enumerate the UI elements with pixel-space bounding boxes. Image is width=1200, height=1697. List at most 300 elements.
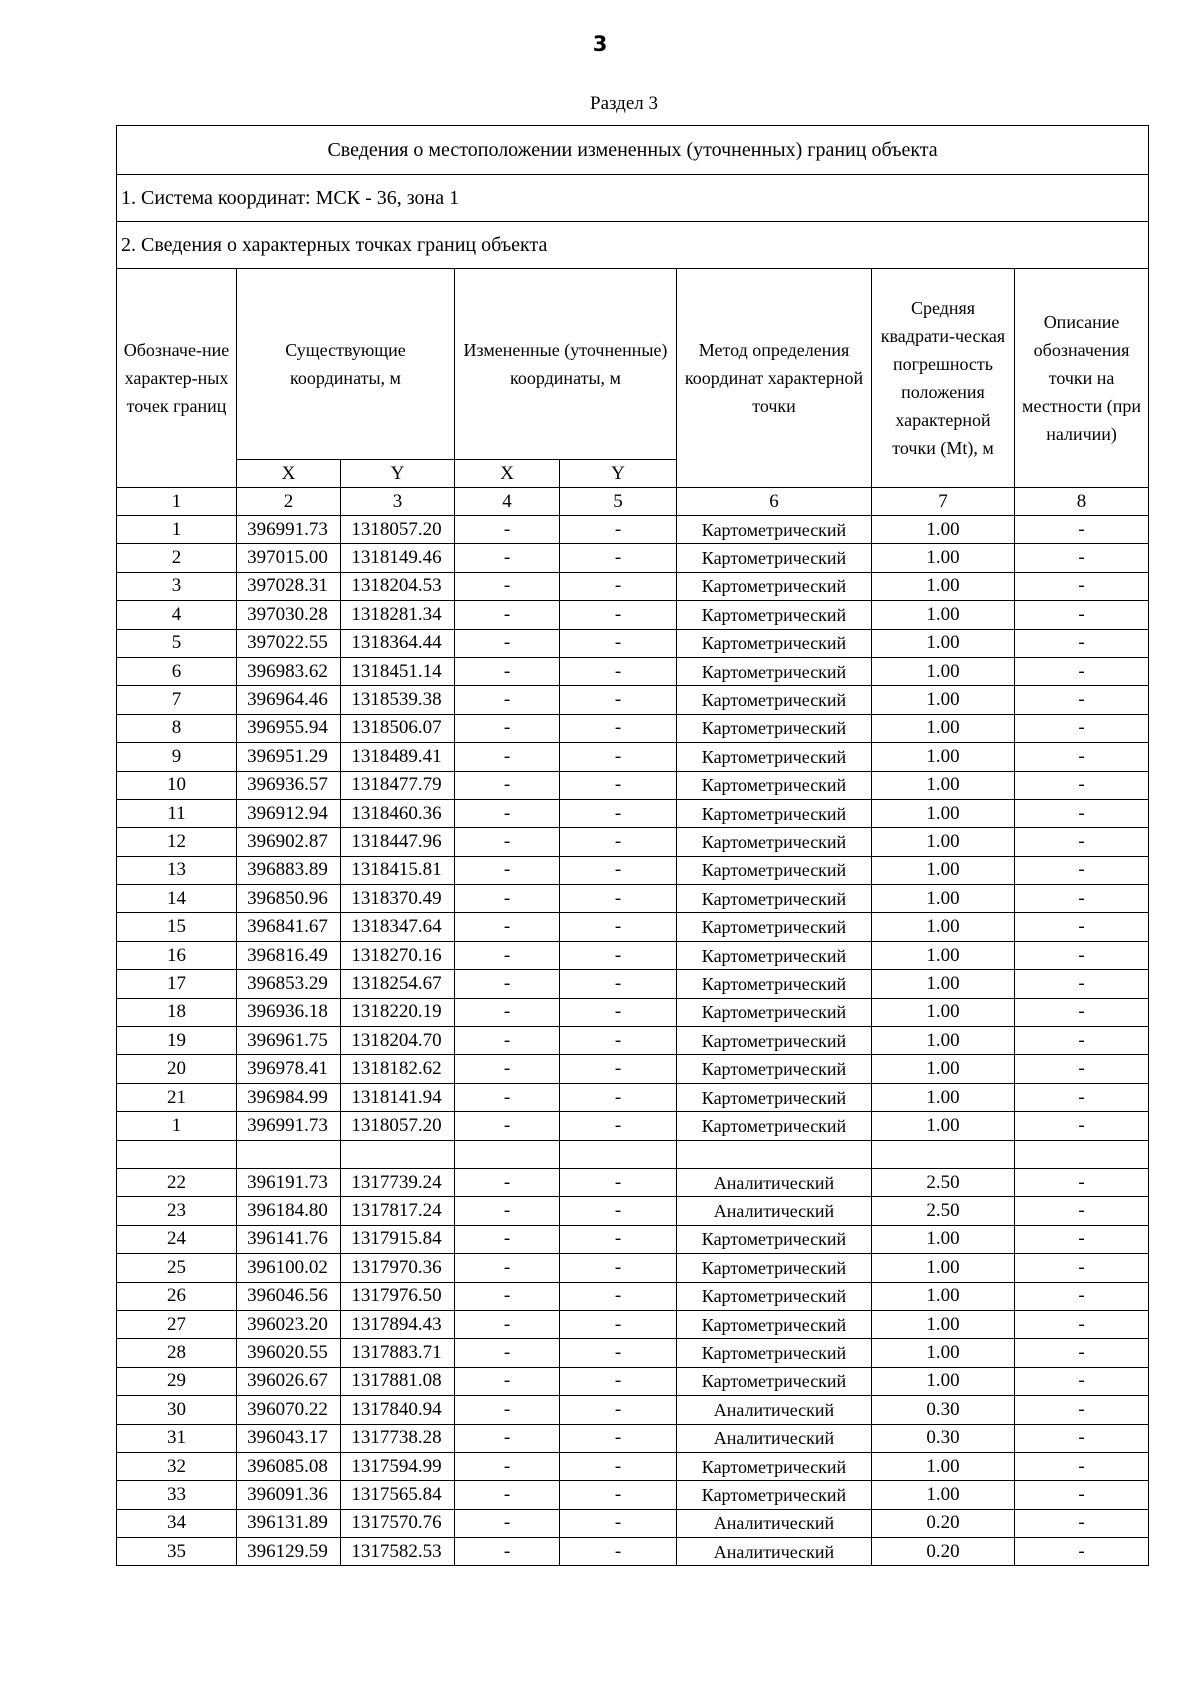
table-row (117, 629, 1149, 657)
cell-changed-y: - (560, 572, 677, 600)
table-body (117, 516, 1149, 1566)
cell-changed-x: - (455, 885, 560, 913)
cell-existing-x: 396026.67 (237, 1367, 341, 1395)
table-row (117, 1282, 1149, 1310)
table-row (117, 544, 1149, 572)
cell-description: - (1015, 657, 1149, 685)
cell-existing-x: 396184.80 (237, 1197, 341, 1225)
cell-description: - (1015, 1509, 1149, 1537)
cell-description: - (1015, 572, 1149, 600)
cell-existing-x (237, 1140, 341, 1168)
cell-method: Картометрический (677, 544, 872, 572)
cell-description: - (1015, 913, 1149, 941)
table-row (117, 1083, 1149, 1111)
cell-method: Картометрический (677, 1282, 872, 1310)
cell-existing-y: 1317570.76 (341, 1509, 455, 1537)
cell-error: 1.00 (872, 885, 1015, 913)
cell-changed-x: - (455, 799, 560, 827)
cell-point: 16 (117, 941, 237, 969)
cell-point: 9 (117, 743, 237, 771)
cell-existing-x: 396841.67 (237, 913, 341, 941)
table-row (117, 1027, 1149, 1055)
cell-error: 1.00 (872, 1027, 1015, 1055)
cell-point: 27 (117, 1310, 237, 1338)
cell-existing-x: 397015.00 (237, 544, 341, 572)
cell-changed-x: - (455, 657, 560, 685)
table-row (117, 572, 1149, 600)
cell-existing-y: 1318270.16 (341, 941, 455, 969)
column-number: 5 (560, 488, 677, 516)
cell-existing-x: 396964.46 (237, 686, 341, 714)
cell-error: 1.00 (872, 601, 1015, 629)
cell-error: 1.00 (872, 686, 1015, 714)
table-row (117, 771, 1149, 799)
cell-changed-y: - (560, 1538, 677, 1566)
cell-point: 18 (117, 998, 237, 1026)
table-row (117, 1452, 1149, 1480)
column-numbers (117, 488, 1149, 516)
table-row (117, 1168, 1149, 1196)
table-row (117, 856, 1149, 884)
cell-error: 0.20 (872, 1509, 1015, 1537)
cell-description: - (1015, 1481, 1149, 1509)
cell-changed-x: - (455, 771, 560, 799)
table-row (117, 1225, 1149, 1253)
cell-point: 32 (117, 1452, 237, 1480)
table-row (117, 1310, 1149, 1338)
cell-description: - (1015, 714, 1149, 742)
cell-existing-y: 1317594.99 (341, 1452, 455, 1480)
cell-existing-x: 396046.56 (237, 1282, 341, 1310)
cell-changed-y: - (560, 771, 677, 799)
cell-method: Картометрический (677, 1310, 872, 1338)
cell-error: 1.00 (872, 1282, 1015, 1310)
cell-changed-x: - (455, 1538, 560, 1566)
cell-changed-y: - (560, 1452, 677, 1480)
cell-changed-y: - (560, 657, 677, 685)
cell-existing-y: 1318057.20 (341, 516, 455, 544)
cell-existing-y: 1318204.53 (341, 572, 455, 600)
table-row (117, 799, 1149, 827)
cell-changed-y: - (560, 828, 677, 856)
cell-changed-y (560, 1140, 677, 1168)
cell-method: Картометрический (677, 998, 872, 1026)
cell-method: Аналитический (677, 1538, 872, 1566)
cell-point: 33 (117, 1481, 237, 1509)
cell-changed-y: - (560, 686, 677, 714)
cell-method: Картометрический (677, 1112, 872, 1140)
cell-changed-x: - (455, 686, 560, 714)
cell-existing-x: 396978.41 (237, 1055, 341, 1083)
cell-method: Картометрический (677, 1254, 872, 1282)
cell-changed-y: - (560, 885, 677, 913)
table-row (117, 1367, 1149, 1395)
cell-method: Аналитический (677, 1168, 872, 1196)
header-existing-x: X (237, 460, 341, 488)
points-heading: 2. Сведения о характерных точках границ объекта (117, 222, 1149, 269)
cell-existing-y: 1318539.38 (341, 686, 455, 714)
cell-existing-x: 397030.28 (237, 601, 341, 629)
cell-changed-x: - (455, 998, 560, 1026)
table-row (117, 1509, 1149, 1537)
table-row (117, 913, 1149, 941)
cell-point: 26 (117, 1282, 237, 1310)
cell-point: 31 (117, 1424, 237, 1452)
header-error: Средняя квадрати-ческая погрешность положения характерной точки (Mt), м (872, 269, 1015, 488)
cell-error: 1.00 (872, 998, 1015, 1026)
cell-changed-x: - (455, 1424, 560, 1452)
cell-existing-y: 1318477.79 (341, 771, 455, 799)
cell-error: 0.30 (872, 1424, 1015, 1452)
cell-description: - (1015, 1225, 1149, 1253)
cell-changed-y: - (560, 1254, 677, 1282)
cell-changed-x: - (455, 516, 560, 544)
cell-existing-y: 1318460.36 (341, 799, 455, 827)
cell-existing-x: 396131.89 (237, 1509, 341, 1537)
cell-method: Картометрический (677, 828, 872, 856)
cell-point: 12 (117, 828, 237, 856)
cell-point: 11 (117, 799, 237, 827)
cell-changed-y: - (560, 544, 677, 572)
cell-point: 25 (117, 1254, 237, 1282)
boundary-points-table (116, 125, 1149, 1566)
table-row (117, 1055, 1149, 1083)
cell-method: Картометрический (677, 1452, 872, 1480)
cell-error: 1.00 (872, 856, 1015, 884)
column-number: 4 (455, 488, 560, 516)
cell-existing-y: 1317738.28 (341, 1424, 455, 1452)
cell-existing-x: 396936.18 (237, 998, 341, 1026)
table-row (117, 714, 1149, 742)
cell-error: 1.00 (872, 544, 1015, 572)
cell-existing-y: 1318364.44 (341, 629, 455, 657)
cell-existing-x: 396100.02 (237, 1254, 341, 1282)
cell-description: - (1015, 1310, 1149, 1338)
cell-existing-y: 1318141.94 (341, 1083, 455, 1111)
cell-existing-y: 1318489.41 (341, 743, 455, 771)
header-description: Описание обозначения точки на местности (при наличии) (1015, 269, 1149, 488)
cell-existing-y: 1317840.94 (341, 1396, 455, 1424)
column-number: 7 (872, 488, 1015, 516)
cell-method: Картометрический (677, 572, 872, 600)
cell-error: 1.00 (872, 1225, 1015, 1253)
cell-existing-y: 1318447.96 (341, 828, 455, 856)
cell-existing-x: 396883.89 (237, 856, 341, 884)
cell-existing-x: 396020.55 (237, 1339, 341, 1367)
cell-point: 14 (117, 885, 237, 913)
cell-error: 1.00 (872, 657, 1015, 685)
cell-method: Картометрический (677, 885, 872, 913)
cell-method: Аналитический (677, 1396, 872, 1424)
cell-changed-y: - (560, 856, 677, 884)
cell-changed-y: - (560, 998, 677, 1026)
cell-changed-x: - (455, 544, 560, 572)
page-number: 3 (592, 32, 608, 56)
cell-changed-x: - (455, 743, 560, 771)
header-existing-y: Y (341, 460, 455, 488)
cell-point: 5 (117, 629, 237, 657)
cell-point: 22 (117, 1168, 237, 1196)
cell-changed-y: - (560, 1282, 677, 1310)
cell-method: Аналитический (677, 1197, 872, 1225)
cell-point: 23 (117, 1197, 237, 1225)
cell-description: - (1015, 1168, 1149, 1196)
cell-existing-y: 1318220.19 (341, 998, 455, 1026)
table-row (117, 828, 1149, 856)
cell-error: 0.20 (872, 1538, 1015, 1566)
cell-existing-x: 396991.73 (237, 516, 341, 544)
cell-point: 20 (117, 1055, 237, 1083)
cell-method: Картометрический (677, 970, 872, 998)
cell-changed-x: - (455, 572, 560, 600)
cell-point: 13 (117, 856, 237, 884)
cell-point: 29 (117, 1367, 237, 1395)
cell-point: 1 (117, 1112, 237, 1140)
cell-changed-y: - (560, 1197, 677, 1225)
cell-method: Картометрический (677, 601, 872, 629)
cell-existing-y: 1317915.84 (341, 1225, 455, 1253)
cell-method: Картометрический (677, 1225, 872, 1253)
cell-existing-x: 396850.96 (237, 885, 341, 913)
cell-existing-y: 1317565.84 (341, 1481, 455, 1509)
cell-existing-x: 396129.59 (237, 1538, 341, 1566)
cell-existing-y: 1318415.81 (341, 856, 455, 884)
cell-error: 1.00 (872, 1254, 1015, 1282)
cell-description: - (1015, 601, 1149, 629)
cell-description: - (1015, 799, 1149, 827)
cell-changed-y: - (560, 516, 677, 544)
cell-existing-x: 396085.08 (237, 1452, 341, 1480)
cell-changed-x: - (455, 1509, 560, 1537)
cell-changed-x: - (455, 629, 560, 657)
cell-error: 1.00 (872, 828, 1015, 856)
cell-changed-x: - (455, 1225, 560, 1253)
cell-changed-x: - (455, 1055, 560, 1083)
cell-changed-x (455, 1140, 560, 1168)
cell-point: 8 (117, 714, 237, 742)
cell-changed-x: - (455, 856, 560, 884)
cell-description: - (1015, 1083, 1149, 1111)
table-row (117, 1339, 1149, 1367)
header-point-designation: Обозначе-ние характер-ных точек границ (117, 269, 237, 488)
cell-existing-x: 396991.73 (237, 1112, 341, 1140)
column-number: 8 (1015, 488, 1149, 516)
cell-changed-x: - (455, 941, 560, 969)
table-row (117, 1481, 1149, 1509)
cell-description: - (1015, 1452, 1149, 1480)
cell-method (677, 1140, 872, 1168)
cell-error: 1.00 (872, 1112, 1015, 1140)
table-row (117, 1538, 1149, 1566)
header-changed-coordinates: Измененные (уточненные) координаты, м (455, 269, 677, 460)
cell-changed-y: - (560, 1112, 677, 1140)
cell-existing-x: 396141.76 (237, 1225, 341, 1253)
table-row (117, 1140, 1149, 1168)
cell-point: 6 (117, 657, 237, 685)
cell-description: - (1015, 686, 1149, 714)
cell-existing-x: 396091.36 (237, 1481, 341, 1509)
cell-method: Картометрический (677, 1027, 872, 1055)
cell-point: 4 (117, 601, 237, 629)
cell-method: Картометрический (677, 516, 872, 544)
cell-existing-y: 1318370.49 (341, 885, 455, 913)
cell-changed-x: - (455, 913, 560, 941)
cell-changed-x: - (455, 1481, 560, 1509)
cell-existing-y: 1318182.62 (341, 1055, 455, 1083)
table-row (117, 970, 1149, 998)
cell-description: - (1015, 1055, 1149, 1083)
cell-existing-y: 1317817.24 (341, 1197, 455, 1225)
cell-changed-y: - (560, 799, 677, 827)
cell-existing-x: 396043.17 (237, 1424, 341, 1452)
cell-existing-y: 1318254.67 (341, 970, 455, 998)
cell-existing-x: 396983.62 (237, 657, 341, 685)
cell-method: Картометрический (677, 629, 872, 657)
cell-existing-x: 396023.20 (237, 1310, 341, 1338)
column-number: 3 (341, 488, 455, 516)
cell-error: 1.00 (872, 572, 1015, 600)
table-row (117, 516, 1149, 544)
cell-existing-x: 396961.75 (237, 1027, 341, 1055)
cell-changed-y: - (560, 714, 677, 742)
cell-existing-x: 396816.49 (237, 941, 341, 969)
cell-point: 28 (117, 1339, 237, 1367)
cell-method: Картометрический (677, 1481, 872, 1509)
table-row (117, 601, 1149, 629)
cell-changed-y: - (560, 1509, 677, 1537)
cell-error: 1.00 (872, 799, 1015, 827)
cell-existing-y: 1318149.46 (341, 544, 455, 572)
cell-error: 2.50 (872, 1197, 1015, 1225)
cell-existing-y: 1317970.36 (341, 1254, 455, 1282)
cell-description: - (1015, 998, 1149, 1026)
cell-method: Картометрический (677, 657, 872, 685)
section-label: Раздел 3 (590, 93, 658, 114)
table-title: Сведения о местоположении измененных (уточненных) границ объекта (117, 126, 1149, 175)
cell-changed-y: - (560, 1367, 677, 1395)
cell-point: 2 (117, 544, 237, 572)
cell-error: 0.30 (872, 1396, 1015, 1424)
cell-changed-x: - (455, 970, 560, 998)
cell-error (872, 1140, 1015, 1168)
cell-changed-y: - (560, 1083, 677, 1111)
cell-method: Картометрический (677, 686, 872, 714)
cell-point: 19 (117, 1027, 237, 1055)
cell-error: 1.00 (872, 743, 1015, 771)
cell-changed-x: - (455, 1112, 560, 1140)
cell-existing-y: 1317582.53 (341, 1538, 455, 1566)
cell-description: - (1015, 1197, 1149, 1225)
cell-changed-x: - (455, 1339, 560, 1367)
cell-changed-y: - (560, 629, 677, 657)
cell-changed-x: - (455, 1282, 560, 1310)
cell-changed-y: - (560, 1396, 677, 1424)
cell-point: 1 (117, 516, 237, 544)
cell-error: 1.00 (872, 1452, 1015, 1480)
cell-error: 2.50 (872, 1168, 1015, 1196)
cell-changed-x: - (455, 601, 560, 629)
table-row (117, 743, 1149, 771)
cell-point: 3 (117, 572, 237, 600)
cell-existing-y: 1318204.70 (341, 1027, 455, 1055)
cell-description: - (1015, 1424, 1149, 1452)
table-row (117, 1254, 1149, 1282)
cell-existing-y: 1317739.24 (341, 1168, 455, 1196)
cell-changed-x: - (455, 1310, 560, 1338)
cell-existing-y: 1318506.07 (341, 714, 455, 742)
cell-point: 30 (117, 1396, 237, 1424)
cell-description: - (1015, 1339, 1149, 1367)
cell-method: Картометрический (677, 743, 872, 771)
cell-changed-x: - (455, 714, 560, 742)
cell-error: 1.00 (872, 714, 1015, 742)
cell-existing-x: 396984.99 (237, 1083, 341, 1111)
cell-existing-x: 396912.94 (237, 799, 341, 827)
cell-existing-y: 1318057.20 (341, 1112, 455, 1140)
table-row (117, 885, 1149, 913)
cell-method: Картометрический (677, 941, 872, 969)
cell-changed-y: - (560, 743, 677, 771)
cell-description: - (1015, 941, 1149, 969)
cell-changed-y: - (560, 1481, 677, 1509)
cell-existing-x: 397022.55 (237, 629, 341, 657)
cell-changed-x: - (455, 1168, 560, 1196)
header-changed-x: X (455, 460, 560, 488)
cell-description: - (1015, 1112, 1149, 1140)
column-number: 2 (237, 488, 341, 516)
table-row (117, 657, 1149, 685)
cell-changed-x: - (455, 1083, 560, 1111)
cell-method: Картометрический (677, 856, 872, 884)
cell-existing-y (341, 1140, 455, 1168)
cell-point: 24 (117, 1225, 237, 1253)
cell-existing-y: 1317894.43 (341, 1310, 455, 1338)
table-row (117, 998, 1149, 1026)
cell-error: 1.00 (872, 1367, 1015, 1395)
cell-description: - (1015, 544, 1149, 572)
cell-point: 35 (117, 1538, 237, 1566)
cell-description: - (1015, 771, 1149, 799)
cell-point: 17 (117, 970, 237, 998)
cell-changed-y: - (560, 1027, 677, 1055)
cell-changed-x: - (455, 1452, 560, 1480)
cell-changed-x: - (455, 1367, 560, 1395)
cell-changed-x: - (455, 1254, 560, 1282)
cell-existing-x: 397028.31 (237, 572, 341, 600)
cell-method: Картометрический (677, 799, 872, 827)
cell-changed-y: - (560, 1310, 677, 1338)
cell-point: 7 (117, 686, 237, 714)
cell-existing-y: 1318281.34 (341, 601, 455, 629)
cell-error: 1.00 (872, 970, 1015, 998)
cell-description: - (1015, 970, 1149, 998)
cell-changed-y: - (560, 913, 677, 941)
table-row (117, 941, 1149, 969)
cell-error: 1.00 (872, 1481, 1015, 1509)
header-existing-coordinates: Существующие координаты, м (237, 269, 455, 460)
cell-changed-x: - (455, 1396, 560, 1424)
cell-description: - (1015, 516, 1149, 544)
cell-error: 1.00 (872, 516, 1015, 544)
cell-point: 10 (117, 771, 237, 799)
header-changed-y: Y (560, 460, 677, 488)
cell-method: Картометрический (677, 1083, 872, 1111)
cell-changed-y: - (560, 1424, 677, 1452)
cell-description: - (1015, 885, 1149, 913)
cell-existing-x: 396955.94 (237, 714, 341, 742)
cell-existing-y: 1317976.50 (341, 1282, 455, 1310)
cell-existing-x: 396853.29 (237, 970, 341, 998)
